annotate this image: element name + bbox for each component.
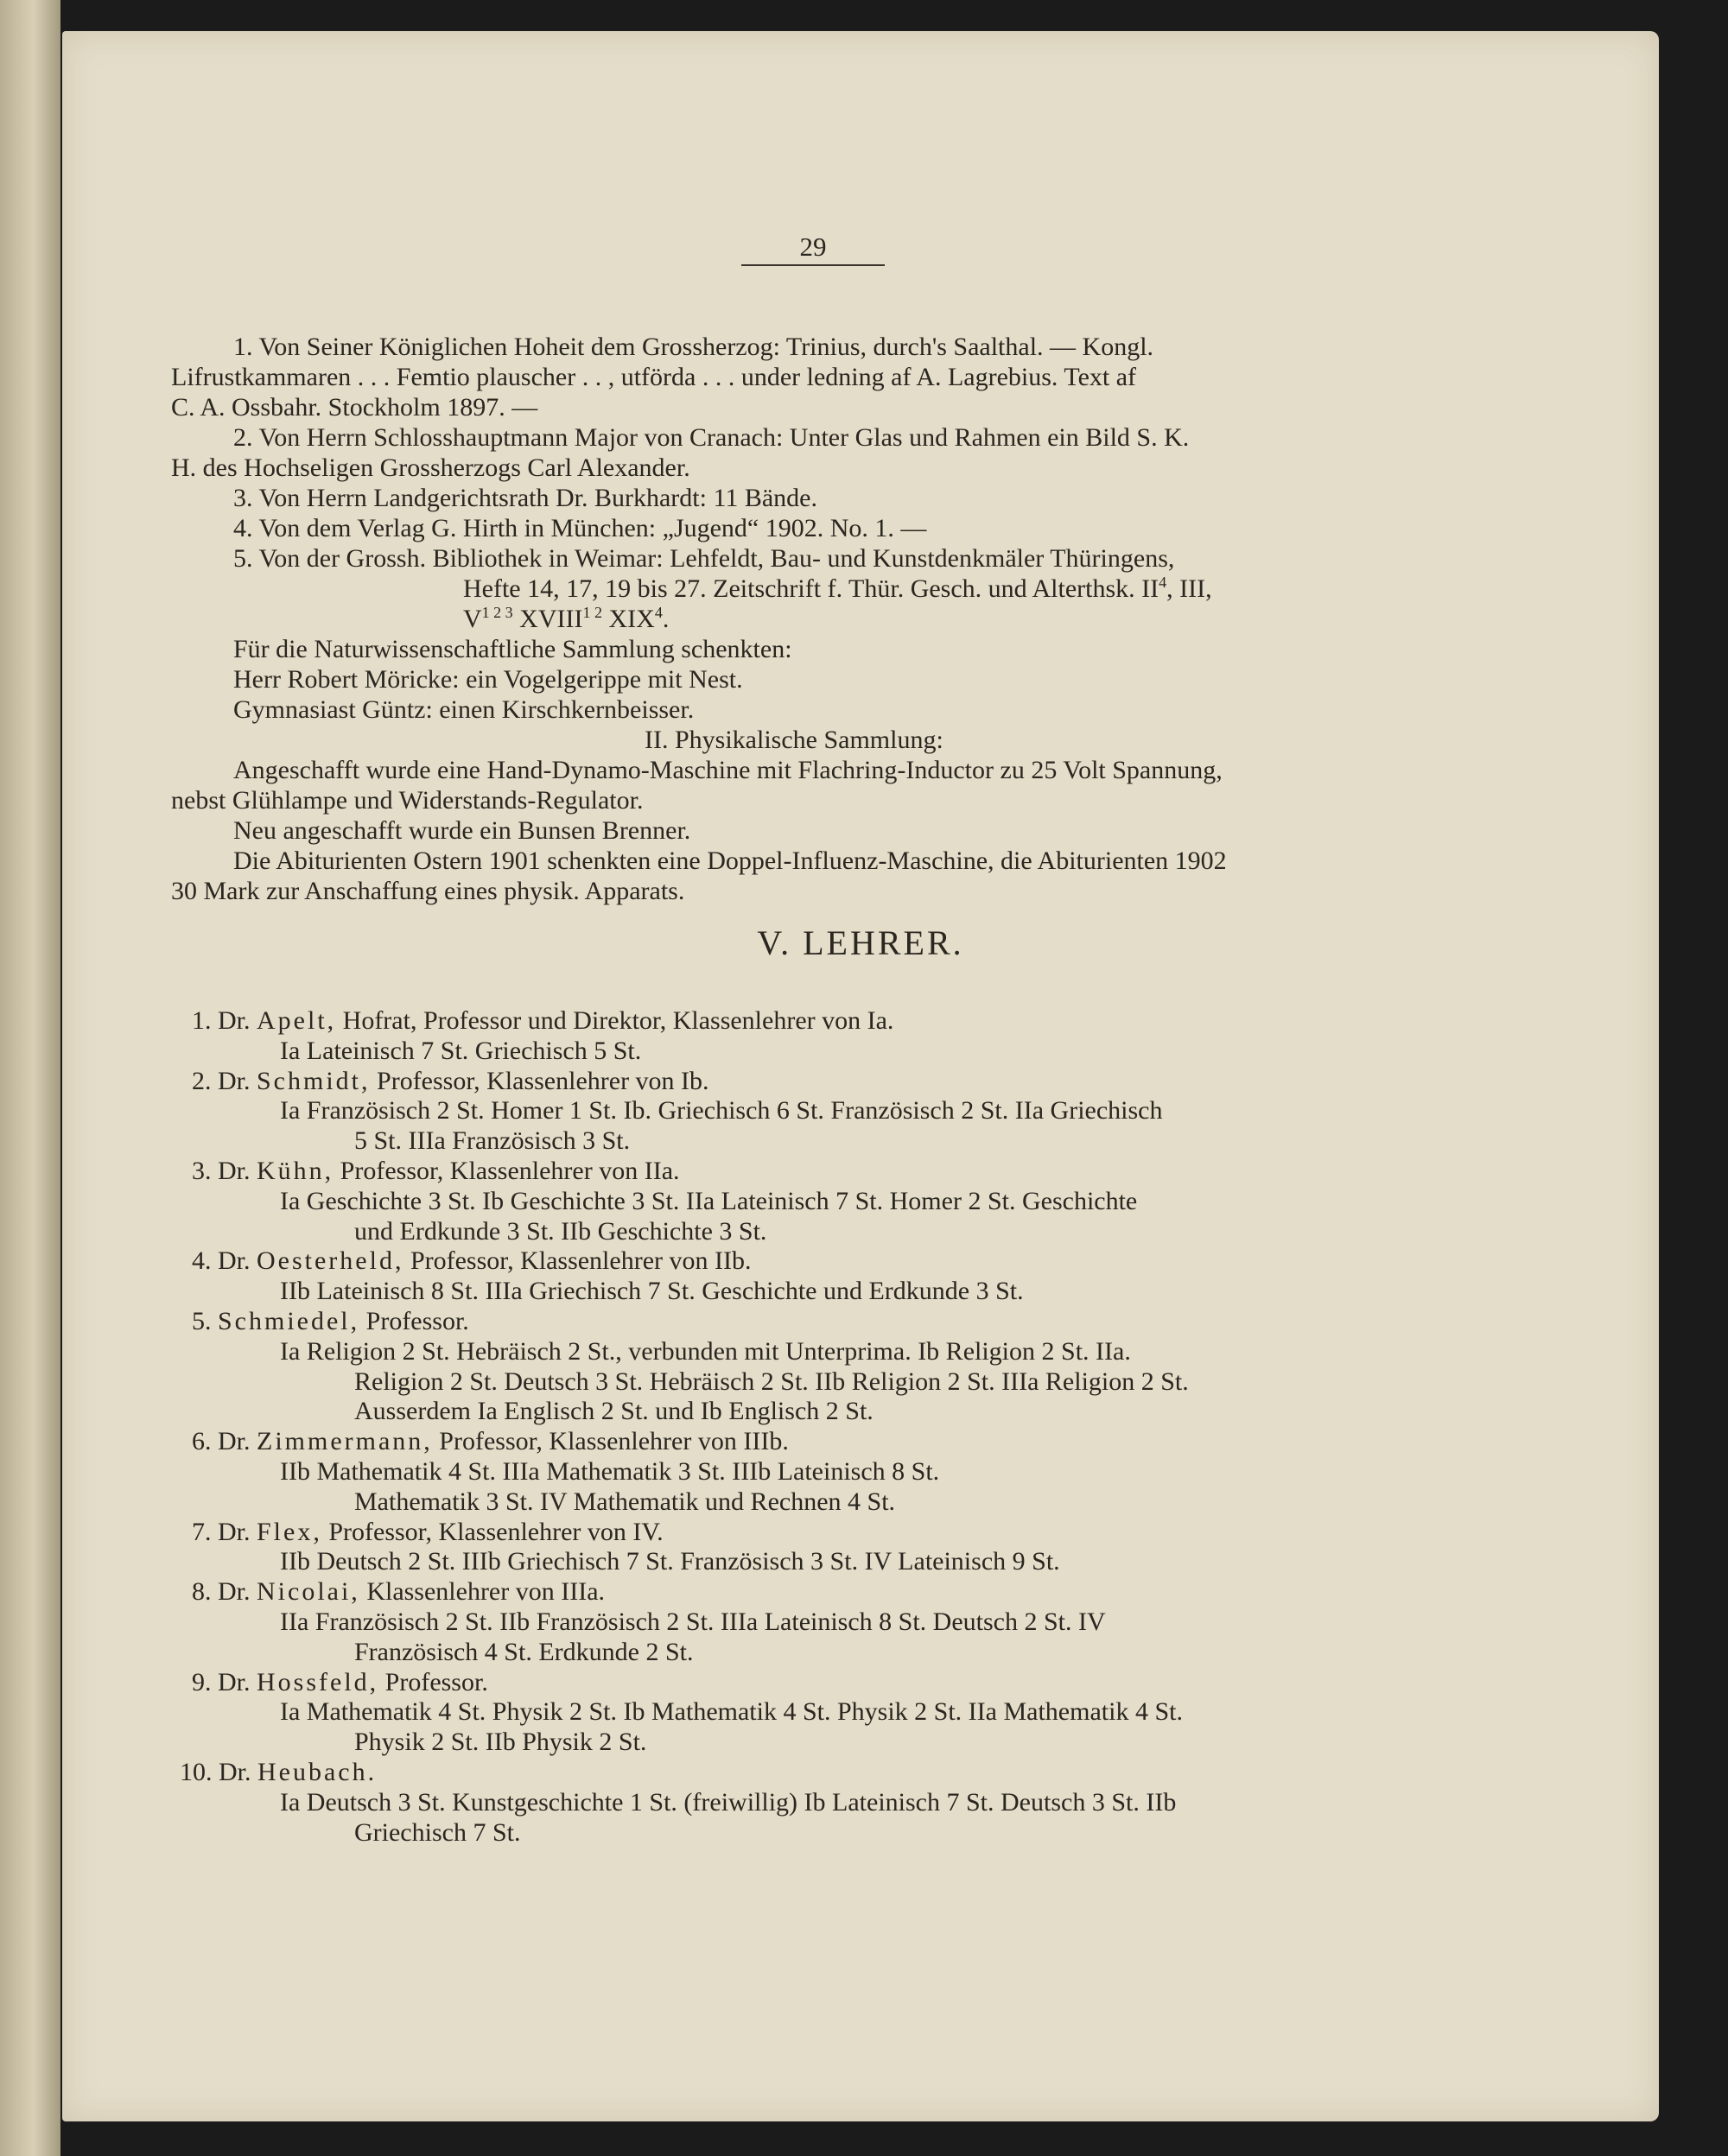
teacher-name: Heubach.	[257, 1758, 378, 1786]
gift-3: 3. Von Herrn Landgerichtsrath Dr. Burkhardt: 11 Bände.	[233, 484, 817, 512]
teacher-number: 9.	[192, 1667, 218, 1696]
teacher-subjects-line: Ia Mathematik 4 St. Physik 2 St. Ib Mathematik 4 St. Physik 2 St. IIa Mathematik 4 St.	[280, 1697, 1183, 1727]
teacher-name: Zimmermann,	[257, 1427, 433, 1456]
teacher-entry-1	[192, 1005, 893, 1036]
physics-p3-line-2: 30 Mark zur Anschaffung eines physik. Apparats.	[171, 877, 685, 905]
gift-5-line-1: 5. Von der Grossh. Bibliothek in Weimar: Lehfeldt, Bau- und Kunstdenkmäler Thüringens,	[233, 544, 1175, 573]
teacher-title: Dr.	[218, 1667, 257, 1696]
teacher-entry-6	[192, 1426, 789, 1456]
teacher-number: 3.	[192, 1157, 218, 1185]
teacher-title: Dr.	[218, 1517, 257, 1546]
physics-p1-line-1: Angeschafft wurde eine Hand-Dynamo-Maschine mit Flachring-Inductor zu 25 Volt Spannung,	[233, 756, 1223, 784]
teacher-subjects-line: Ia Deutsch 3 St. Kunstgeschichte 1 St. (freiwillig) Ib Lateinisch 7 St. Deutsch 3 St. IIb	[280, 1787, 1177, 1817]
physics-p1-line-2: nebst Glühlampe und Widerstands-Regulator.	[171, 786, 644, 815]
natural-intro: Für die Naturwissenschaftliche Sammlung schenkten:	[233, 635, 792, 663]
teacher-title: Dr.	[218, 1157, 257, 1185]
teacher-title: Dr.	[218, 1006, 257, 1035]
teacher-subjects-line: Französisch 4 St. Erdkunde 2 St.	[354, 1637, 694, 1666]
facing-page-edge	[0, 0, 60, 2156]
teacher-entry-9	[192, 1667, 488, 1697]
teacher-entry-2	[192, 1066, 709, 1096]
document-page	[62, 31, 1659, 2121]
physics-p3-line-1: Die Abiturienten Ostern 1901 schenkten eine Doppel-Influenz-Maschine, die Abiturienten 1902	[233, 847, 1227, 875]
teacher-subjects-line: Ia Lateinisch 7 St. Griechisch 5 St.	[280, 1036, 642, 1065]
teacher-subjects-line: IIa Französisch 2 St. IIb Französisch 2 St. IIIa Lateinisch 8 St. Deutsch 2 St. IV	[280, 1607, 1106, 1636]
teacher-number: 10.	[180, 1758, 219, 1786]
gift-1-line-1: 1. Von Seiner Königlichen Hoheit dem Grossherzog: Trinius, durch's Saalthal. — Kongl.	[233, 333, 1154, 361]
teacher-role: Professor, Klassenlehrer von Ib.	[370, 1066, 709, 1095]
teacher-title: Dr.	[218, 1246, 257, 1276]
gift-4: 4. Von dem Verlag G. Hirth in München: „Jugend“ 1902. No. 1. —	[233, 514, 927, 542]
teacher-entry-8	[192, 1576, 605, 1607]
teacher-subjects-line: IIb Deutsch 2 St. IIIb Griechisch 7 St. Französisch 3 St. IV Lateinisch 9 St.	[280, 1547, 1060, 1576]
teacher-number: 1.	[192, 1006, 218, 1035]
teacher-number: 6.	[192, 1427, 218, 1456]
teacher-number: 4.	[192, 1246, 218, 1276]
teacher-name: Apelt,	[257, 1006, 337, 1035]
teacher-subjects-line: Ia Französisch 2 St. Homer 1 St. Ib. Griechisch 6 St. Französisch 2 St. IIa Griechisch	[280, 1096, 1163, 1126]
teacher-entry-10	[180, 1757, 377, 1787]
teacher-subjects-line: Physik 2 St. IIb Physik 2 St.	[354, 1728, 647, 1757]
gift-2-line-2: H. des Hochseligen Grossherzogs Carl Alexander.	[171, 453, 690, 482]
teacher-subjects-line: Ia Religion 2 St. Hebräisch 2 St., verbunden mit Unterprima. Ib Religion 2 St. IIa.	[280, 1336, 1131, 1366]
teacher-subjects-line: Ausserdem Ia Englisch 2 St. und Ib Englisch 2 St.	[354, 1397, 874, 1426]
teacher-entry-3	[192, 1156, 680, 1186]
teacher-name: Schmiedel,	[218, 1307, 360, 1335]
physics-heading: II. Physikalische Sammlung:	[645, 726, 943, 754]
teacher-role: Professor.	[359, 1307, 469, 1335]
gift-1-line-2: Lifrustkammaren . . . Femtio plauscher . . , utförda . . . under ledning af A. Lagrebius. Text af	[171, 363, 1137, 391]
teacher-subjects-line: Ia Geschichte 3 St. Ib Geschichte 3 St. IIa Lateinisch 7 St. Homer 2 St. Geschichte	[280, 1186, 1138, 1215]
teacher-title: Dr.	[218, 1427, 257, 1456]
teacher-name: Hossfeld,	[257, 1667, 379, 1696]
teacher-name: Nicolai,	[257, 1577, 360, 1607]
teacher-subjects-line: 5 St. IIIa Französisch 3 St.	[354, 1126, 631, 1156]
teacher-name: Schmidt,	[257, 1066, 371, 1095]
teacher-role: Professor, Klassenlehrer von IV.	[321, 1517, 664, 1546]
teacher-title: Dr.	[218, 1577, 257, 1607]
teacher-role: Hofrat, Professor und Direktor, Klassenlehrer von Ia.	[336, 1006, 894, 1035]
teacher-role: Professor, Klassenlehrer von IIIb.	[432, 1427, 789, 1456]
teacher-name: Flex,	[257, 1517, 322, 1546]
teacher-subjects-line: IIb Lateinisch 8 St. IIIa Griechisch 7 St. Geschichte und Erdkunde 3 St.	[280, 1277, 1024, 1306]
teacher-name: Oesterheld,	[257, 1246, 404, 1276]
teacher-role: Klassenlehrer von IIIa.	[359, 1577, 606, 1607]
teacher-subjects-line: Mathematik 3 St. IV Mathematik und Rechnen 4 St.	[354, 1487, 896, 1516]
teacher-number: 7.	[192, 1517, 218, 1546]
physics-p2: Neu angeschafft wurde ein Bunsen Brenner.	[233, 816, 691, 845]
teacher-entry-4	[192, 1246, 751, 1276]
teacher-role: Professor, Klassenlehrer von IIa.	[334, 1157, 680, 1185]
teacher-title: Dr.	[219, 1758, 257, 1786]
page-number: 29	[741, 231, 885, 266]
teacher-subjects-line: Griechisch 7 St.	[354, 1817, 521, 1847]
section-heading: V. LEHRER.	[757, 923, 964, 962]
natural-gift-2: Gymnasiast Güntz: einen Kirschkernbeisser.	[233, 695, 695, 724]
teacher-role: Professor, Klassenlehrer von IIb.	[403, 1246, 752, 1276]
gift-5-line-2: Hefte 14, 17, 19 bis 27. Zeitschrift f. Thür. Gesch. und Alterthsk. $II^4$, III,	[463, 574, 1212, 603]
teacher-entry-5	[192, 1306, 469, 1336]
natural-gift-1: Herr Robert Möricke: ein Vogelgerippe mit Nest.	[233, 665, 743, 694]
teacher-subjects-line: IIb Mathematik 4 St. IIIa Mathematik 3 St. IIIb Lateinisch 8 St.	[280, 1457, 940, 1486]
teacher-subjects-line: Religion 2 St. Deutsch 3 St. Hebräisch 2 St. IIb Religion 2 St. IIIa Religion 2 St.	[354, 1367, 1189, 1396]
gift-5-line-3: $V^{1 2 3}$ $XVIII^{1 2}$ XIX$^4$.	[463, 604, 670, 633]
gift-1-line-3: C. A. Ossbahr. Stockholm 1897. —	[171, 393, 538, 422]
teacher-title: Dr.	[218, 1066, 257, 1095]
teacher-role: Professor.	[378, 1667, 488, 1696]
gift-2-line-1: 2. Von Herrn Schlosshauptmann Major von Cranach: Unter Glas und Rahmen ein Bild S. K.	[233, 423, 1190, 452]
teacher-subjects-line: und Erdkunde 3 St. IIb Geschichte 3 St.	[354, 1216, 767, 1246]
teacher-name: Kühn,	[257, 1157, 334, 1185]
teacher-number: 2.	[192, 1066, 218, 1095]
teacher-number: 8.	[192, 1577, 218, 1607]
teacher-entry-7	[192, 1517, 664, 1547]
teacher-number: 5.	[192, 1307, 218, 1335]
